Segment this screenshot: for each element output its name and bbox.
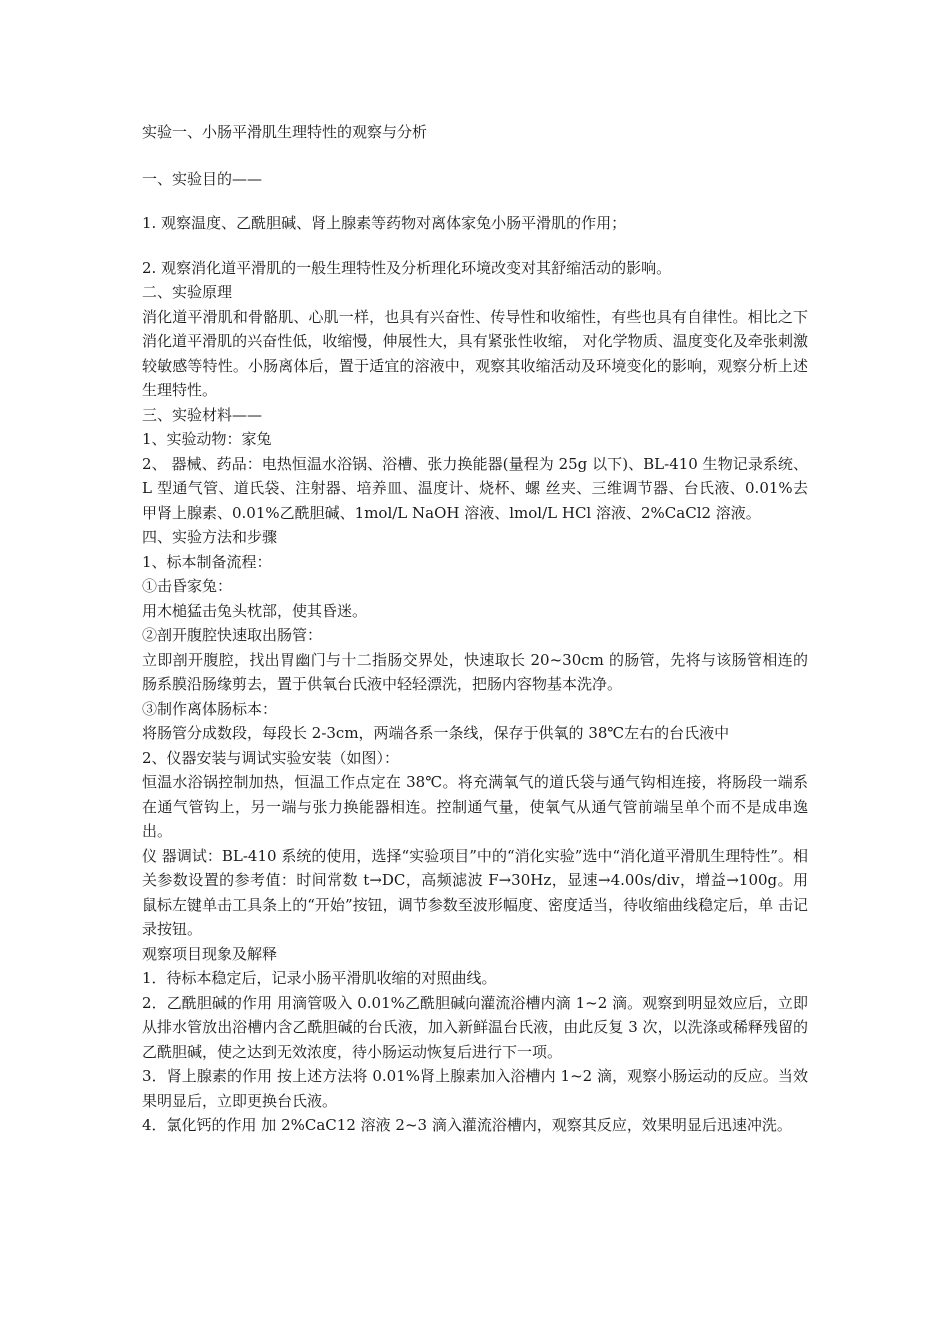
objective-item-1: 1. 观察温度、乙酰胆碱、肾上腺素等药物对离体家兔小肠平滑肌的作用； <box>142 214 627 232</box>
observation-item-2: 2．乙酰胆碱的作用 用滴管吸入 0.01%乙酰胆碱向灌流浴槽内滴 1~2 滴。观察到明显效应后，立即从排水管放出浴槽内含乙酰胆碱的台氏液，加入新鲜温台氏液，由此反复 3 次，以洗涤或稀释残留的乙酰胆碱，使之达到无效浓度，待小肠运动恢复后进行下一项。 <box>142 993 808 1061</box>
objective-item-2: 2. 观察消化道平滑肌的一般生理特性及分析理化环境改变对其舒缩活动的影响。 <box>142 258 672 277</box>
step-2-title: ②剖开腹腔快速取出肠管： <box>142 626 323 644</box>
observation-item-3: 3．肾上腺素的作用 按上述方法将 0.01%肾上腺素加入浴槽内 1~2 滴，观察小肠运动的反应。当效果明显后，立即更换台氏液。 <box>142 1067 808 1110</box>
observation-heading: 观察项目现象及解释 <box>142 944 278 963</box>
step-1-title: ①击昏家兔： <box>142 577 233 595</box>
document-title: 实验一、小肠平滑肌生理特性的观察与分析 <box>142 123 428 141</box>
materials-animal: 1、实验动物：家兔 <box>142 430 272 448</box>
step-3-text: 将肠管分成数段，每段长 2-3cm，两端各系一条线，保存于供氧的 38℃左右的台氏液中 <box>142 724 730 742</box>
principle-paragraph: 消化道平滑肌和骨骼肌、心肌一样，也具有兴奋性、传导性和收缩性，有些也具有自律性。相比之下消化道平滑肌的兴奋性低，收缩慢，伸展性大，具有紧张性收缩， 对化学物质、温度变化及牵张刺激较敏感等特性。小肠离体后，置于适宜的溶液中，观察其收缩活动及环境变化的影响，观察分析上述生理特性。 <box>142 307 808 399</box>
install-heading: 2、仪器安装与调试实验安装（如图）： <box>142 748 400 767</box>
debug-paragraph: 仪 器调试：BL-410 系统的使用，选择“实验项目”中的“消化实验”选中“消化道平滑肌生理特性”。相关参数设置的参考值：时间常数 t→DC，高频滤波 F→30Hz，显速→4.00s/div，增益→100g。用鼠标左键单击工具条上的“开始”按钮，调节参数至波形幅度、密度适当，待收缩曲线稳定后，单 击记录按钮。 <box>142 846 808 938</box>
observation-item-1: 1．待标本稳定后，记录小肠平滑肌收缩的对照曲线。 <box>142 969 497 987</box>
section-1-heading: 一、实验目的—— <box>142 169 263 188</box>
section-4-heading: 四、实验方法和步骤 <box>142 528 278 546</box>
step-1-text: 用木槌猛击兔头枕部，使其昏迷。 <box>142 601 368 620</box>
section-2-heading: 二、实验原理 <box>142 283 233 301</box>
install-paragraph: 恒温水浴锅控制加热，恒温工作点定在 38℃。将充满氧气的道氏袋与通气钩相连接，将肠段一端系在通气管钩上，另一端与张力换能器相连。控制通气量，使氧气从通气管前端呈单个而不是成串逸出。 <box>142 773 808 840</box>
observation-item-4: 4．氯化钙的作用 加 2%CaC12 溶液 2~3 滴入灌流浴槽内，观察其反应，效果明显后迅速冲洗。 <box>142 1116 792 1134</box>
section-3-heading: 三、实验材料—— <box>142 405 263 424</box>
specimen-prep-heading: 1、标本制备流程： <box>142 552 272 571</box>
step-3-title: ③制作离体肠标本： <box>142 699 278 718</box>
step-2-text: 立即剖开腹腔，找出胃幽门与十二指肠交界处，快速取长 20~30cm 的肠管，先将与该肠管相连的肠系膜沿肠缘剪去，置于供氧台氏液中轻轻漂洗，把肠内容物基本洗净。 <box>142 650 808 693</box>
materials-equipment: 2、 器械、药品：电热恒温水浴锅、浴槽、张力换能器(量程为 25g 以下)、BL-410 生物记录系统、L 型通气管、道氏袋、注射器、培养皿、温度计、烧杯、螺 丝夹、三维调节器、台氏液、0.01%去甲肾上腺素、0.01%乙酰胆碱、1mol/L NaOH 溶液、lmol/L HCl 溶液、2%CaCl2 溶液。 <box>142 454 808 522</box>
